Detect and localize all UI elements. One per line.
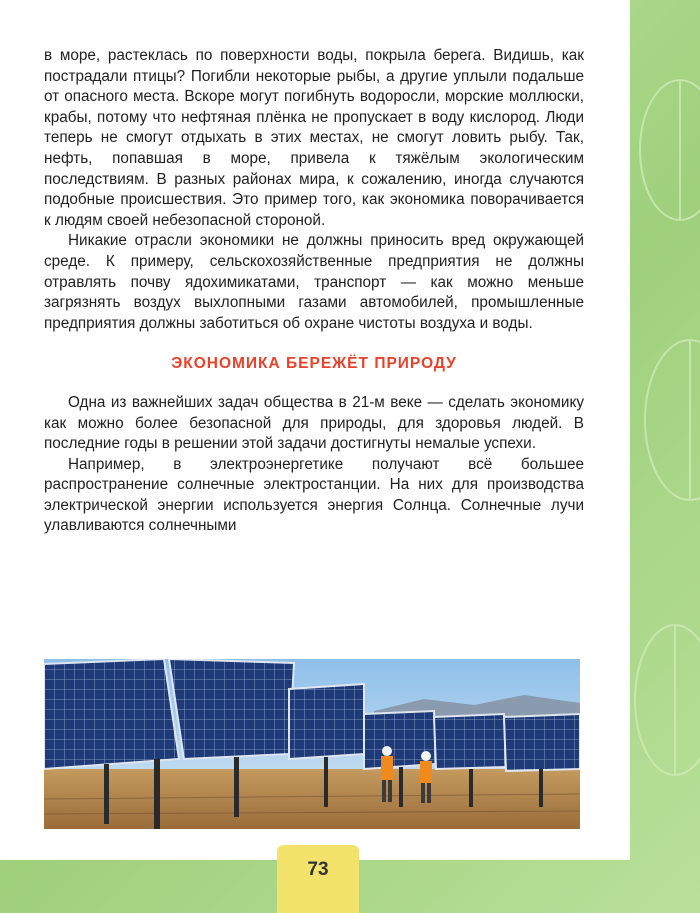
body-text xyxy=(44,46,584,537)
paragraph: Одна из важнейших задач общества в 21-м веке — сделать экономику как можно более безопасной для природы, для здоровья людей. В последние годы в решении этой задачи достигнуты немалые успехи. xyxy=(44,393,584,453)
solar-farm-photo xyxy=(44,659,580,829)
paragraph: в море, растеклась по поверхности воды, покрыла берега. Видишь, как пострадали птицы? Погибли некоторые рыбы, а другие уплыли подальше от опасного места. Вскоре могут погибнуть водоросли, морские моллюски, крабы, потому что нефтяная плёнка не пропускает в воду кислород. Люди теперь не смогут отдыхать в этих местах, не смогут ловить рыбу. Так, нефть, попавшая в море, привела к тяжёлым экологическим последствиям. В разных районах мира, к сожалению, иногда случаются подобные происшествия. Это пример того, как экономика поворачивается к людям своей небезопасной стороной. xyxy=(44,47,584,229)
section-heading: ЭКОНОМИКА БЕРЕЖЁТ ПРИРОДУ xyxy=(171,355,457,373)
leaf-decoration-icon xyxy=(620,0,700,913)
page-number: 73 xyxy=(307,859,329,880)
paragraph: Например, в электроэнергетике получают всё большее распространение солнечные электростанции. На них для производства электрической энергии используется энергия Солнца. Солнечные лучи улавливаются солнечными xyxy=(44,455,584,535)
solar-panels-icon xyxy=(44,659,580,829)
page-number-tab xyxy=(277,845,359,913)
paragraph: Никакие отрасли экономики не должны приносить вред окружающей среде. К примеру, сельскохозяйственные предприятия не должны отравлять почву ядохимикатами, транспорт — как можно меньше загрязнять воздух выхлопными газами автомобилей, промышленные предприятия должны заботиться об охране чистоты воздуха и воды. xyxy=(44,232,584,332)
